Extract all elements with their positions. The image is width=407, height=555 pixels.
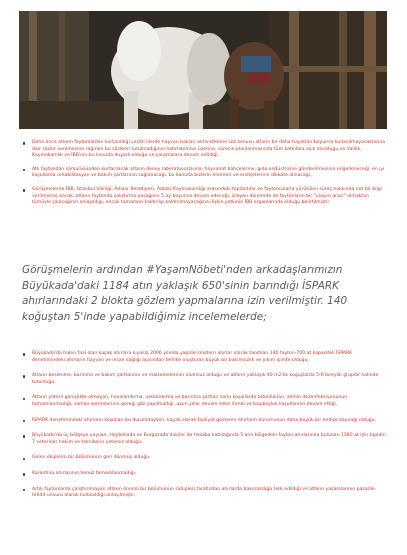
list-item: Artık faytonlarda çalıştırılmayan atların önemli bir bölümünün sahipleri tarafından ahırlarda bakımsızlığa terk edildiği ve atların yaşamlarının pazarlık-tehdit unsuru olarak kullanıldığı anlaşılmıştır. xyxy=(22,487,386,500)
list-item: Büyükada'da halen faal olan kaçak ahırlara kıyasla 2006 yılında yapılan modern ahırlar olarak tanıtılan 140 fayton-700 at kapasiteli İSPARK denetimindeki ahırların hayvan ve insan sağlığı açısından tehlike oluşturan büyük bir bakımsızlık ve yıkım içinde olduğu, xyxy=(22,351,386,364)
list-item: Atların yeterli genişlikte olmayan, havalandırma, ışıklandırma ve barınma şartları sorlu koşullarda tutuldukları, zemin dezenfeksiyonunun tamamlanmadığı, saman sermelerinin gereği gibi yapılmadığı, uzun yıllar devam eden ihmal ve başıboşluk koşullarının devam ettiği, xyxy=(22,395,386,408)
list-item: İSPARK denetimindeki ahırların koşulları bu durumdayken, kaçak olarak faaliyet gösteren ahırların durumunun daha büyük bir endişe kaynağı olduğu, xyxy=(22,418,386,425)
list-item: Gelen ekiplerin bir bölümünün geri dönmüş olduğu, xyxy=(22,455,386,462)
list-item: Karantina ahırlarının henüz tamamlanmadığı, xyxy=(22,471,386,478)
bullet-list-top xyxy=(22,140,386,214)
list-item: Atların beslenme, barınma ve bakım şartlarının ve malzemelerinin olumsuz olduğu ve atların yaklaşık 40 m2'lik koğuşlarda 5-6 bireylik gruplar halinde tutulduğu, xyxy=(22,373,386,386)
list-item: Daha önce atların faytonlardan kurtarıldığı çeşitli illerde hayvan hakları aktivistlerine söz konusu atların bir daha hayatları boyunca kullanılmayacaklarına dair sözler verilmesine rağmen bu sözlerin tutulmadığının hatırlatılması üzerine, sürecin planlanmasında tüm katkılara açık olunduğu ve Valilik, Kaymakamlık ve İBB'nin bu konuda duyarlı olduğu ve çalışmalara devam edildiği, xyxy=(22,140,386,160)
list-item: Büyükada'da üç bölgeye yayılan, Heybeliada ve Burgazada'dakiler de hesaba katıldığında 5 ana bölgedeki fayton ahırlarında bulunan 1380 at için toplam 7 veteriner hekim ve teknikerin yetersiz olduğu, xyxy=(22,433,386,446)
list-item: Görüşmelerde İBB, İstanbul Valiliği, Adalar Belediyesi, Adalar Kaymakamlığı arasındaki toplantılar ve faytoncularla yürütülen süreç hakkında net bir bilgi verilmemiş ancak, atların faytonda çalıştırma yasağının 5 ay boyunca devam edeceği, izleyen dönemde de faytonların bir "ulaşım aracı" olmaktan tümüyle çıkacağının anlaşıldığı, ancak tamamen kaldırılıp kaldırılmayacağına ilişkin yetkinin İBB organlarında olduğu belirtilmiştir. xyxy=(22,187,386,207)
horse-stable-photo xyxy=(19,11,387,129)
list-item: Atlı faytondan sömürüsünden kurtarılacak atların deney laboratuvarlarına, hayvanat bahçelerine, gıda endüstrisine gönderilmesinin engelleneceği, en iyi koşullarda rehabilitasyon ve bakım şartlarının sağlanacağı, bu konuda bizlerin önerileri ve endişelerinin dikkate alınacağı, xyxy=(22,167,386,180)
highlight-quote: Görüşmelerin ardından #YaşamNöbeti'nden arkadaşlarımızın Büyükada'daki 1184 atın yaklaşık 650'sinin barındığı İSPARK ahırlarındaki 2 blokta gözlem yapmalarına izin verilmiştir. 140 koğuştan 5'inde yapabildiğimiz incelemelerde; xyxy=(22,264,348,323)
bullet-list-bottom xyxy=(22,351,386,509)
